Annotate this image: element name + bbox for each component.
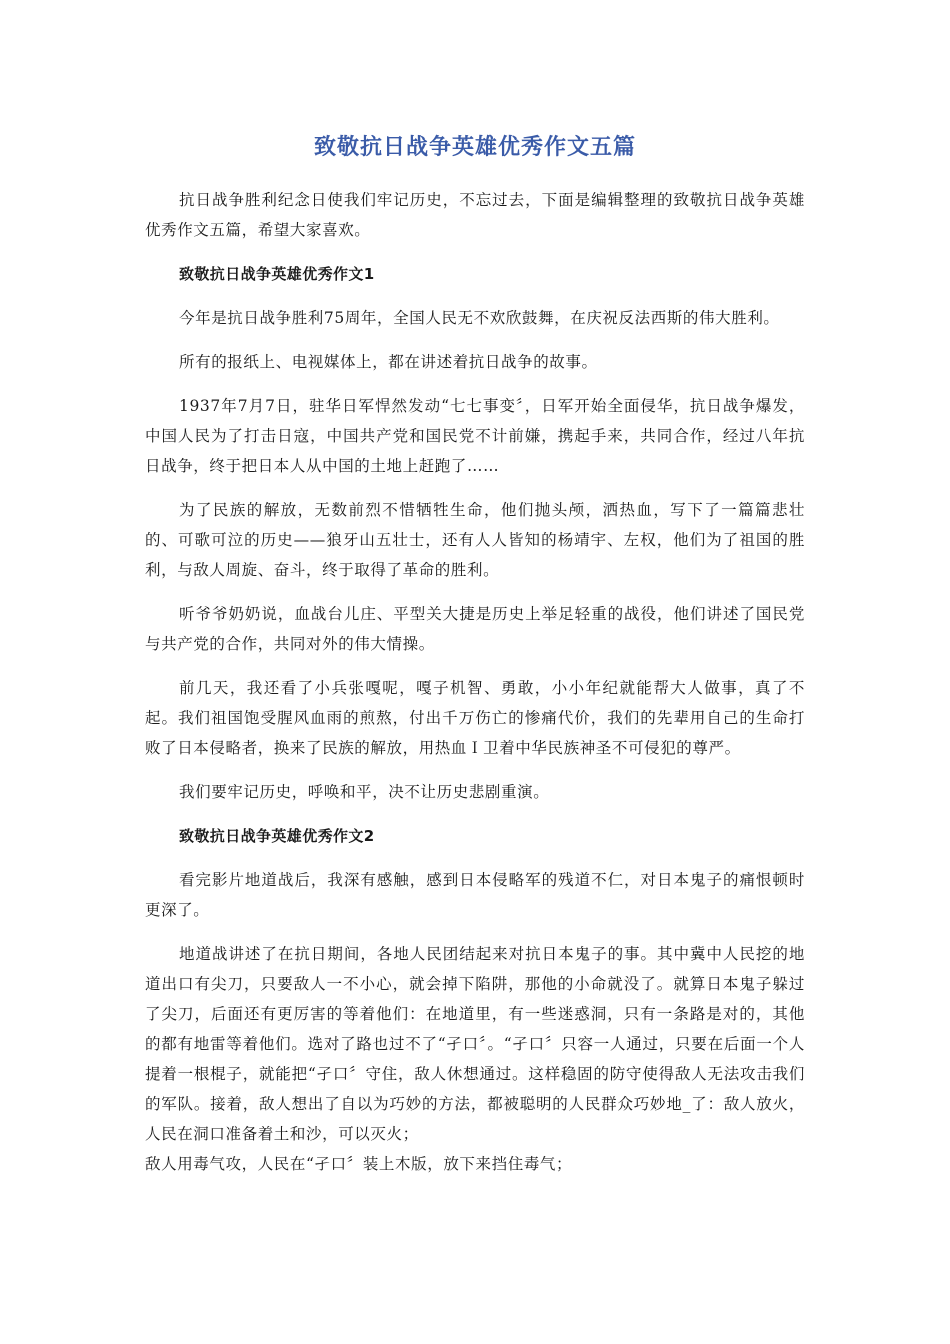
paragraph: 为了民族的解放，无数前烈不惜牺牲生命，他们抛头颅，洒热血，写下了一篇篇悲壮的、可歌可泣的历史——狼牙山五壮士，还有人人皆知的杨靖宇、左权，他们为了祖国的胜利，与敌人周旋、奋斗，终于取得了革命的胜利。 [145, 501, 805, 579]
paragraph: 1937年7月7日，驻华日军悍然发动“七七事变〞，日军开始全面侵华，抗日战争爆发，中国人民为了打击日寇，中国共产党和国民党不计前嫌，携起手来，共同合作，经过八年抗日战争，终于把日本人从中国的土地上赶跑了…… [145, 397, 805, 475]
paragraph-continuation: 敌人用毒气攻，人民在“孑口〞装上木版，放下来挡住毒气； [145, 1155, 573, 1173]
section-heading: 致敬抗日战争英雄优秀作文1 [179, 265, 375, 283]
paragraph: 所有的报纸上、电视媒体上，都在讲述着抗日战争的故事。 [179, 353, 598, 371]
essay-section-1 [145, 259, 805, 807]
document-title: 致敬抗日战争英雄优秀作文五篇 [313, 135, 636, 160]
section-heading: 致敬抗日战争英雄优秀作文2 [179, 827, 375, 845]
intro-paragraph: 抗日战争胜利纪念日使我们牢记历史，不忘过去，下面是编辑整理的致敬抗日战争英雄优秀作文五篇，希望大家喜欢。 [145, 191, 805, 239]
paragraph: 我们要牢记历史，呼唤和平，决不让历史悲剧重演。 [179, 783, 550, 801]
paragraph: 听爷爷奶奶说，血战台儿庄、平型关大捷是历史上举足轻重的战役，他们讲述了国民党与共产党的合作，共同对外的伟大情操。 [145, 605, 805, 653]
paragraph: 地道战讲述了在抗日期间，各地人民团结起来对抗日本鬼子的事。其中冀中人民挖的地道出口有尖刀，只要敌人一不小心，就会掉下陷阱，那他的小命就没了。就算日本鬼子躲过了尖刀，后面还有更厉害的等着他们：在地道里，有一些迷惑洞，只有一条路是对的，其他的都有地雷等着他们。选对了路也过不了“孑口〞。“孑口〞只容一人通过，只要在后面一个人提着一根棍子，就能把“孑口〞守住，敌人休想通过。这样稳固的防守使得敌人无法攻击我们的军队。接着，敌人想出了自以为巧妙的方法，都被聪明的人民群众巧妙地_了：敌人放火，人民在洞口准备着土和沙，可以灭火； [145, 945, 805, 1143]
paragraph: 前几天，我还看了小兵张嘎呢，嘎子机智、勇敢，小小年纪就能帮大人做事，真了不起。我们祖国饱受腥风血雨的煎熬，付出千万伤亡的惨痛代价，我们的先辈用自己的生命打败了日本侵略者，换来了民族的解放，用热血Ｉ卫着中华民族神圣不可侵犯的尊严。 [145, 679, 805, 757]
essay-section-2 [145, 821, 805, 1179]
paragraph: 今年是抗日战争胜利75周年，全国人民无不欢欣鼓舞，在庆祝反法西斯的伟大胜利。 [179, 309, 780, 327]
paragraph: 看完影片地道战后，我深有感触，感到日本侵略军的残道不仁，对日本鬼子的痛恨顿时更深了。 [145, 871, 805, 919]
document-page [145, 130, 805, 1193]
